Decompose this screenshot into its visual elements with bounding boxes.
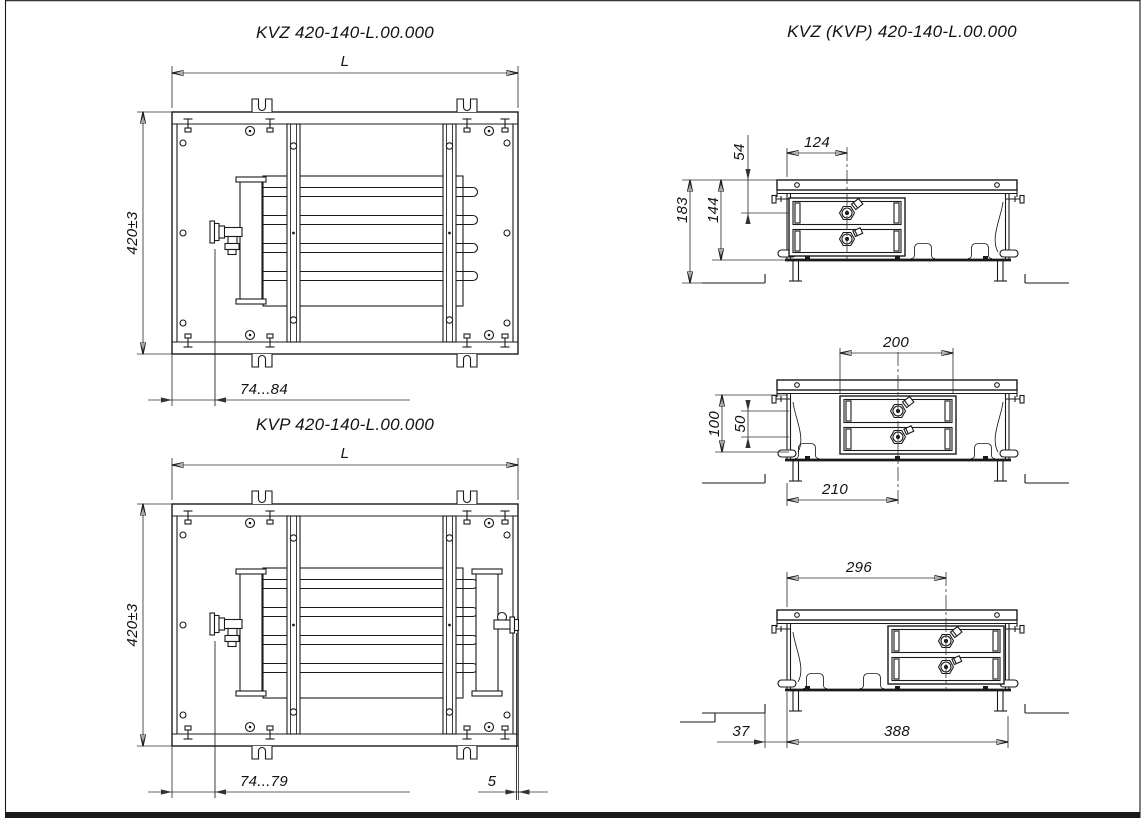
section-c-dim-body-width: 388 <box>884 723 910 740</box>
kvp-title: KVP 420-140-L.00.000 <box>255 415 435 434</box>
section-a-dim-overall-height: 183 <box>674 197 691 223</box>
section-b-dim-center-offset: 210 <box>822 481 848 498</box>
section-b-dim-hx-width: 200 <box>883 334 909 351</box>
frame-bottom-bar <box>5 812 1141 818</box>
kvp-dim-height: 420±3 <box>124 603 141 647</box>
kvz-dim-length: L <box>340 53 350 70</box>
section-a-dim-casing-height: 144 <box>705 197 722 223</box>
kvz-title: KVZ 420-140-L.00.000 <box>255 23 435 42</box>
kvp-dim-length: L <box>340 445 350 462</box>
section-c-dim-overhang: 37 <box>732 723 750 740</box>
kvz-top-view <box>124 23 518 406</box>
kvp-body <box>137 458 518 798</box>
section-b-dim-tube-spacing: 50 <box>732 415 749 433</box>
section-a-dim-tube-axis: 54 <box>731 143 748 161</box>
kvz-dim-valve-offset: 74...84 <box>240 381 288 398</box>
kvp-dim-edge-offset: 5 <box>487 773 497 790</box>
kvp-right-header <box>476 573 498 693</box>
kvp-dim-valve-offset: 74...79 <box>240 773 288 790</box>
section-b-dim-tubes-height: 100 <box>706 411 723 437</box>
section-view-b <box>702 334 1069 506</box>
section-view-a <box>674 134 1069 283</box>
section-a-dim-hx-center: 124 <box>804 134 830 151</box>
section-c-casing <box>702 610 1069 713</box>
kvp-top-view <box>124 415 548 800</box>
section-c-dim-hx-center: 296 <box>846 559 872 576</box>
kvz-dim-height: 420±3 <box>124 211 141 255</box>
section-view-c <box>680 559 1069 748</box>
kvz-body <box>137 66 518 406</box>
sections-title: KVZ (KVP) 420-140-L.00.000 <box>787 22 1017 41</box>
